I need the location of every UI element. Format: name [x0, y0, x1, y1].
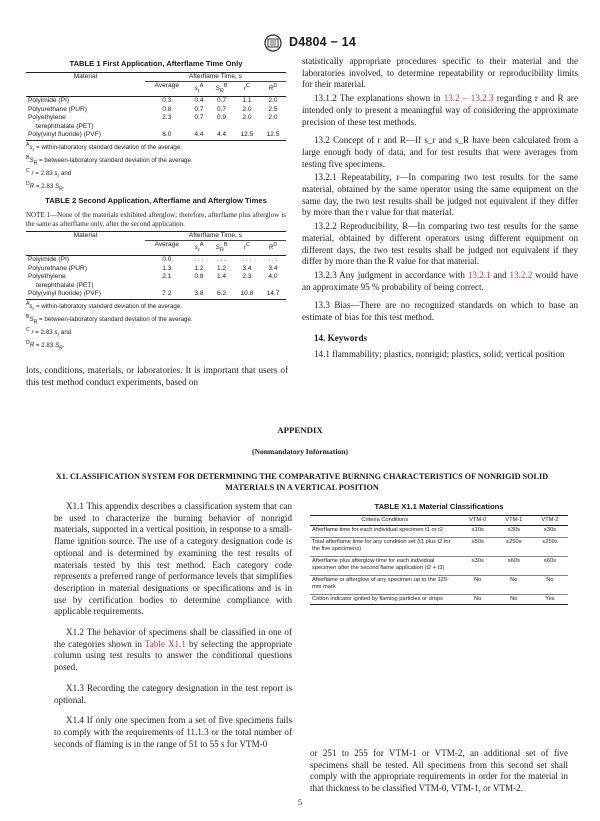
footnote: $^D$R = 2.83 $S_R$. [26, 340, 65, 352]
value-cell: 2.0 [242, 114, 252, 122]
value-cell: . . . [216, 256, 227, 264]
table-1-caption: TABLE 1 First Application, Afterflame Time Only [69, 59, 243, 68]
table-2-note: NOTE 1—None of the materials exhibited afterglow; therefore, afterflame plus afterglow is the same as afterflame only, after the second application. [26, 211, 286, 228]
col-header: $r^C$ [243, 242, 251, 252]
table-x1-1-grid [310, 515, 568, 604]
footnote: $^D$R = 2.83 $S_R$. [26, 181, 65, 193]
value-cell: 2.0 [268, 97, 278, 105]
col-header: VTM-1 [505, 517, 523, 523]
value-cell: . . . [194, 256, 204, 264]
value-cell [260, 123, 286, 131]
paragraph-x1-1: X1.1 This appendix describes a classification system that can be used to characterize the burning behavior of nonrigid materials, supported in a vertical position, in response to a small-flame ignition source. The use of a category designation code is optional and is determined by examining the test results of materials tested by this test method. Each category code represents a preferred range of performance levels that simplifies description in material designations or specifications and is in use by certification bodies to determine compliance with applicable requirements. [54, 501, 292, 617]
table-row [310, 595, 568, 605]
value-cell: 2.0 [242, 105, 252, 113]
section-link[interactable]: 13.2 – 13.2.3 [443, 93, 494, 104]
col-header: Average [154, 82, 180, 90]
class-value-cell: No [532, 576, 568, 595]
table-row [26, 123, 286, 131]
material-cell: Polyurethane (PUR) [28, 264, 88, 272]
material-cell: Polyethylene [28, 273, 66, 281]
footnote: $^BS_R$ = between-laboratory standard deviation of the average. [26, 155, 193, 167]
value-cell: 10.8 [240, 289, 254, 297]
value-cell [189, 123, 209, 131]
value-cell: 0.8 [194, 273, 204, 281]
section-heading-keywords: 14. Keywords [314, 332, 368, 343]
value-cell: 1.3 [162, 264, 172, 272]
paragraph-x1-4: X1.4 If only one specimen from a set of five specimens fails to comply with the requirements of 11.1.3 or the total number of seconds of flaming is in the range of 51 to 55 s for VTM-0 [54, 715, 292, 749]
table-row [26, 282, 286, 290]
appendix-subtitle: (Nonmandatory Information) [252, 447, 348, 456]
value-cell [145, 282, 189, 290]
class-value-cell: No [460, 595, 496, 605]
col-header: VTM-2 [541, 517, 559, 523]
criteria-cell: Total afterflame time for any condition set (t1 plus t2 for the five specimens) [310, 538, 460, 557]
document-id: D4804 − 14 [289, 35, 356, 49]
material-cell: Polyethylene [28, 114, 66, 122]
table-row [310, 526, 568, 538]
value-cell: 12.5 [240, 130, 254, 138]
table-row [26, 131, 286, 139]
value-cell: 14.7 [266, 289, 280, 297]
left-column-text: lots, conditions, materials, or laboratories. It is important that users of this test method conduct experiments, based on [26, 365, 288, 387]
value-cell: 1.1 [242, 97, 252, 105]
x1-heading: X1. CLASSIFICATION SYSTEM FOR DETERMINING THE COMPARATIVE BURNING CHARACTERISTICS OF NONRIGID SOLID MATERIALS IN A VERTICAL POSITION [55, 472, 549, 492]
footnote: $^As_r$ = within-laboratory standard deviation of the average. [26, 301, 182, 313]
col-header: VTM-0 [469, 517, 487, 523]
value-cell: 0.0 [162, 256, 172, 264]
table-2-caption: TABLE 2 Second Application, Afterflame and Afterglow Times [45, 196, 267, 205]
value-cell [234, 282, 260, 290]
footnote: $^C$ r = 2.83 $s_r$ and [26, 168, 72, 180]
value-cell: 1.4 [216, 273, 227, 281]
paragraph-x1-4-continued: or 251 to 255 for VTM-1 or VTM-2, an additional set of five specimens shall be tested. All specimens from this second set shall comply with the appropriate requirements in order for the material in that thickness to be classified VTM-0, VTM-1, or VTM-2. [310, 748, 568, 794]
paragraph-13-2-2: 13.2.2 Reproducibility, R—In comparing two test results for the same material, obtained by different operators using different equipment on different days, the two test results shall be judged not equivalent if they differ by more than the R value for that material. [302, 221, 578, 267]
paragraph-x1-2: X1.2 The behavior of specimens shall be classified in one of the categories shown in Table X1.1 by selecting the appropriate column using test results to answer the conditional questions posed. [54, 627, 293, 673]
class-value-cell: ≤10s [471, 527, 484, 533]
value-cell: 2.5 [268, 105, 278, 113]
value-cell: 0.9 [216, 114, 227, 122]
class-value-cell: ≤250s [496, 538, 532, 557]
paragraph-14-1: 14.1 flammability; plastics, nonrigid; plastics, solid; vertical position [314, 349, 565, 360]
table-link[interactable]: Table X1.1 [144, 638, 186, 649]
criteria-cell: Afterflame or afterglow of any specimen up to the 125-mm mark [310, 576, 460, 595]
section-link[interactable]: 13.2.2 [509, 269, 533, 280]
value-cell [209, 282, 234, 290]
criteria-cell: Afterflame plus afterglow time for each individual specimen after the second flame application (t2 + t3) [310, 557, 460, 576]
value-cell: 0.3 [162, 97, 172, 105]
material-cell: terephthalate (PET) [36, 122, 94, 130]
value-cell: 3.4 [242, 264, 252, 272]
col-header: $s_r^A$ [194, 83, 204, 95]
paragraph-13-2: 13.2 Concept of r and R—If s_r and s_R have been calculated from a large enough body of data, and for test results that were averages from testing five specimens. [302, 135, 578, 169]
paragraph-x1-3: X1.3 Recording the category designation in the test report is optional. [54, 682, 292, 705]
class-value-cell: ≤60s [496, 557, 532, 576]
appendix-title: APPENDIX [277, 425, 323, 435]
value-cell [234, 123, 260, 131]
class-value-cell: ≤60s [532, 557, 568, 576]
value-cell: 2.3 [162, 114, 172, 122]
value-cell: 4.0 [268, 273, 278, 281]
value-cell: 1.2 [216, 264, 227, 272]
value-cell: 7.2 [162, 289, 172, 297]
table-row [26, 290, 286, 298]
group-header: Afterflame Time, s [145, 73, 286, 82]
class-value-cell: ≤30s [543, 527, 557, 533]
value-cell [145, 123, 189, 131]
table-row [26, 97, 286, 106]
value-cell [209, 123, 234, 131]
col-header: $s_r^A$ [194, 242, 204, 254]
page-number: 5 [297, 797, 303, 807]
value-cell: 4.4 [194, 130, 204, 138]
value-cell: 1.2 [194, 264, 204, 272]
table-row [26, 265, 286, 273]
material-cell: Poly(vinyl fluoride) (PVF) [28, 289, 101, 297]
class-value-cell: No [460, 576, 496, 595]
astm-logo-icon [262, 34, 284, 52]
material-cell: Polyimide (PI) [28, 256, 70, 264]
table-x1-1-caption: TABLE X1.1 Material Classifications [374, 502, 504, 511]
col-header: $R^D$ [268, 83, 278, 93]
table-row [310, 576, 568, 595]
col-header: $S_R^B$ [215, 242, 228, 254]
table-1-grid [26, 72, 286, 139]
table-row [26, 256, 286, 265]
class-value-cell: ≤30s [507, 527, 520, 533]
material-cell: Polyurethane (PUR) [28, 105, 88, 113]
criteria-cell: Cotton indicator ignited by flaming particles or drops [310, 595, 460, 605]
value-cell: 0.4 [194, 97, 204, 105]
table-row [26, 273, 286, 281]
value-cell: 4.4 [216, 130, 227, 138]
class-value-cell: ≤30s [460, 557, 496, 576]
table-2-grid [26, 231, 286, 298]
table-1 [26, 59, 286, 194]
table-row [310, 538, 568, 557]
appendix-left-column [54, 501, 292, 750]
criteria-cell: Afterflame time for each individual specimen t1 or t2 [312, 527, 443, 533]
col-header: $r^C$ [243, 83, 251, 93]
paragraph-13-1-2: 13.1.2 The explanations shown in 13.2 – 13.2.3 regarding r and R are intended only to present a meaningful way of considering the approximate precision of these test methods. [302, 93, 578, 127]
value-cell: 6.0 [162, 130, 172, 138]
group-header: Afterflame Time, s [145, 232, 286, 241]
col-header: $R^D$ [268, 242, 278, 252]
value-cell: 12.5 [266, 130, 280, 138]
value-cell: 0.7 [216, 105, 227, 113]
value-cell: 0.8 [162, 105, 172, 113]
value-cell [260, 282, 286, 290]
footnote: $^BS_R$ = between-laboratory standard deviation of the average. [26, 314, 193, 326]
table-2 [26, 196, 286, 353]
material-cell: Poly(vinyl fluoride) (PVF) [28, 130, 101, 138]
section-link[interactable]: 13.2.1 [467, 269, 491, 280]
col-header: $S_R^B$ [215, 83, 228, 95]
table-row [26, 114, 286, 122]
value-cell: 0.7 [216, 97, 227, 105]
footnote: $^C$ r = 2.83 $s_r$ and [26, 327, 72, 339]
value-cell: 2.0 [268, 114, 278, 122]
col-header: Material [73, 232, 98, 239]
col-header: Criteria Conditions [361, 517, 409, 523]
class-value-cell: ≤250s [532, 538, 568, 557]
value-cell: 3.4 [268, 264, 278, 272]
class-value-cell: No [496, 595, 532, 605]
paragraph-13-2-1: 13.2.1 Repeatability, r—In comparing two test results for the same material, obtained by the same operator using the same equipment on the same day, the two test results shall be judged not equivalent if they differ by more than the r value for that material. [302, 172, 578, 218]
right-column [302, 56, 578, 361]
page-header [0, 34, 600, 54]
material-cell: Polyimide (PI) [28, 97, 70, 105]
value-cell: . . . [268, 256, 278, 264]
paragraph-13-2-3: 13.2.3 Any judgment in accordance with 13.2.1 and 13.2.2 would have an approximate 95 % probability of being correct. [302, 269, 578, 292]
value-cell: . . . [242, 256, 252, 264]
paragraph-13-3: 13.3 Bias—There are no recognized standards on which to base an estimate of bias for this test method. [302, 300, 578, 323]
value-cell: 3.8 [194, 289, 204, 297]
value-cell [189, 282, 209, 290]
class-value-cell: ≤50s [460, 538, 496, 557]
class-value-cell: Yes [532, 595, 568, 605]
col-header: Material [73, 73, 98, 80]
footnote: $^As_r$ = within-laboratory standard deviation of the average. [26, 142, 182, 154]
table-x1-1 [310, 502, 568, 605]
value-cell: 2.1 [162, 273, 172, 281]
value-cell: 0.7 [194, 105, 204, 113]
table-row [26, 106, 286, 114]
table-row [310, 557, 568, 576]
value-cell: 2.3 [242, 273, 252, 281]
class-value-cell: No [496, 576, 532, 595]
material-cell: terephthalate (PET) [36, 281, 94, 289]
value-cell: 6.2 [216, 289, 227, 297]
paragraph: statistically appropriate procedures specific to their material and the laboratories involved, to determine repeatability or reproducibility limits for their material. [302, 56, 578, 90]
value-cell: 0.7 [194, 114, 204, 122]
col-header: Average [154, 241, 180, 249]
